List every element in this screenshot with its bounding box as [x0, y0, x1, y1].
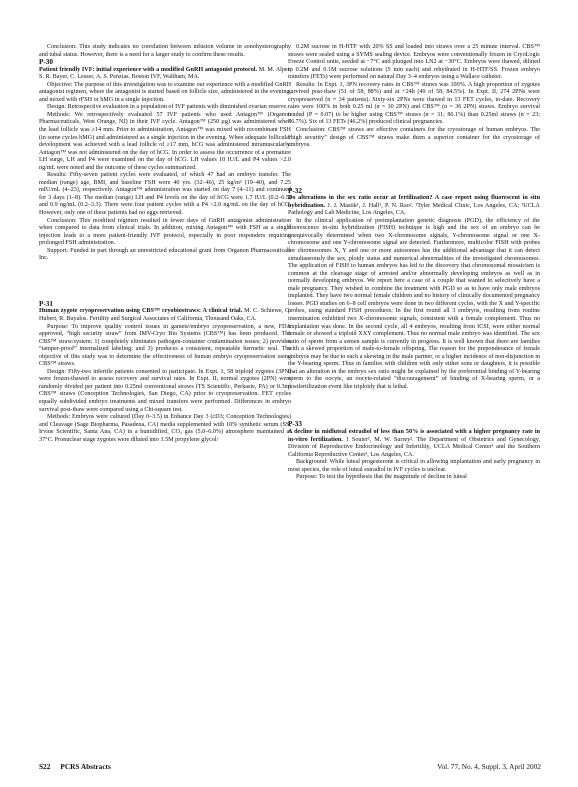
abstract-authors-p31: M. C. Schiewe, G. Hubert, R. Buyalos. Fertility and Surgical Associates of California, Thousand Oaks, CA. [39, 308, 291, 322]
section-gap [288, 150, 540, 188]
p30-design: Design: Retrospective evaluation in a population of IVF patients with diminished ovarian reserve. [47, 104, 288, 111]
section-name: PCRS Abstracts [60, 762, 111, 771]
right-column [288, 44, 540, 482]
abstract-authors-p30: M. M. Alper, S. R. Bayer, C. Lesser, A. S. Penzias. Boston IVF, Waltham, MA. [39, 66, 291, 81]
abstract-title-p31: Human zygote cryopreservation using CBS™ cryobiostraws: A clinical trial. [39, 308, 243, 315]
left-column [39, 44, 291, 444]
section-gap [288, 391, 540, 421]
p30-support: Support: Funded in part through an unrestricted educational grant from Organon Pharmaceuticals Inc. [39, 247, 291, 262]
abstract-title-p32: Do alterations in the sex ratio occur at fertilization? A case report using fluorescent in situ hybridization. [288, 195, 540, 209]
abstract-id-p32: P-32 [288, 186, 302, 195]
abstract-id-p31: P-31 [39, 299, 53, 308]
p31-methods: Methods: Embryos were cultured (Day 0–3.5) in Enhance Day 3 (cD3; Conception Technologies) and Cleavage (Sage Biopharma, Pasadena, CA) media supplemented with 10% synthetic serum (SS; Irvine Scientific, Santa Ana, CA) in a humidified, CO₂ gas (5.0–6.0%) atmosphere maintained at 37°C. Pronuclear stage zygotes were diluted into 1.5M propylene glycol/ [39, 414, 291, 443]
p30-objective: Objective: The purpose of this investigation was to examine our experience with a modified GnRH antagonist regimen, where the antagonist is started based on follicle size, administered in the evening, and mixed with rFSH or hMG in a single injection. [39, 81, 291, 103]
abstract-heading-p30 [39, 67, 291, 82]
p31-methods-continued: 0.2M sucrose in H-HTF with 20% SS and loaded into straws over a 25 minute interval. CBS™ straws were sealed using a SYMS sealing device. Embryos were conventionally frozen in CryoLogic Freeze Control units, seeded at −7°C and plunged into LN2 at −30°C. Embryos were thawed, diluted in 0.2M and 0.1M sucrose solutions (5 min each) and rehydrated in H-HTF/SS. Frozen embryo transfers (FETs) were performed on natural Day 3–4 embryos using a Wallace catheter. [288, 44, 540, 81]
p31-design: Design: Fifty-two infertile patients consented to participate. In Expt. 1, 58 triploid zygotes (3PN) were frozen-thawed to assess recovery and survival rates. In Expt. II, normal zygotes (2PN) were randomly divided per patient into 0.25ml conventional straws (TS Scientific, Perkasie, PA) or 0.3ml CBS™ straws (Conception Technologies, San Diego, CA) prior to cryopreservation. FET cycles equally subdivided embryo treatments and mixed transfers were performed. Differences in embryo survival post-thaw were compared using a Chi-square test. [39, 368, 291, 413]
journal-citation: Vol. 77, No. 4, Suppl. 3, April 2002 [437, 762, 541, 771]
page-number: S22 [39, 762, 51, 771]
p33-purpose: Purpose: To test the hypothesis that the magnitude of decline in luteal [296, 474, 467, 481]
p30-conclusion: Conclusion: This modified regimen resulted in fewer days of GnRH antagonist administration when compared to data from clinical trials. In addition, mixing Antagon™ with FSH as a single injection leads to a more patient-friendly IVF protocol, especially in poor responders requiring prolonged FSH administration. [39, 217, 291, 247]
abstract-heading-p33 [288, 429, 540, 459]
abstract-heading-p31 [39, 308, 291, 323]
abstract-heading-p32 [288, 195, 540, 218]
previous-abstract-conclusion: Conclusion: This study indicates no correlation between infusion volume in sonohysterography and tubal status. However, there is a need for a larger study to confirm these results. [39, 44, 291, 58]
abstract-title-p30: Patient friendly IVF: initial experience with a modified GnRH antagonist protocol. [39, 66, 258, 73]
abstract-id-p30: P-30 [39, 58, 53, 67]
p31-purpose: Purpose: To improve quality control issues in gamete/embryo cryopreservation, a new, FDA approved, “high security straw” from IMV-Cryo Bio Systems (CBS™) has been produced. The CBS™ straw/system: 1) completely eliminates pathogen-container contamination issues; 2) provides “tamper-proof” internalized labeling; and 3) produces a consistent, repeatable hermetic seal. The objective of this study was to determine the effectiveness of human embryo cryopreservation using CBS™ straws. [39, 323, 291, 368]
p32-body: In the clinical application of preimplantation genetic diagnosis (PGD), the efficiency of the fluorescence in-situ hybridization (FISH) technique is high and the sex of an embryo can be unequivocally determined when two X-chromosome signals, Y-chromosome signal or one X-chromosome and one Y-chromosome signal are detected. Furthermore, multicolor FISH with probes for chromosomes X, Y and one or more autosomes has the additional advantage that it can detect simultaneously the sex, ploidy status and numerical abnormalities of the investigated chromosomes. The application of FISH to human embryos has led to the discovery that chromosomal mosaicism is common at the cleavage stage of arrested and/or abnormally developing embryos as well as in normally developing embryos. We report here a case of a couple that wanted to selectively have a male pregnancy. They wished to combine the treatment with PGD so as to have only male embryos implanted. They have two normal female children and no history of clinically documented pregnancy losses. PGD studies on 6–8 cell embryos were done in two different cycles, with the X and Y-specific probes, using standard FISH procedures. In the first round all 3 embryos, resulting from routine insemination exhibited two X-chromosome signals, consistent with a female complement. Thus no implantation was done. In the second cycle, all 4 embryos, resulting from ICSI, were either normal female or showed a triploid XXY complement. Thus no normal male embryo was identified. The sex ratio of sperm from a semen sample is currently in progress. It is well known that there are families with a skewed proportion of male-to-female offspring. The reason for the preponderance of female embryos may be due to such a skewing in the male partner, or a higher incidence of non-disjunction in the Y-bearing sperm. Thus in families with children with only either sons or daughters, it is possible that an alteration in the embryo sex ratio might be explained by the preferential binding of Y-bearing sperm to the oocyte, an oocyte-related “discouragement” of binding of X-bearing sperm, or a postfertilization event like triploidy that is lethal. [288, 217, 540, 390]
p30-results: Results: Fifty-seven patient cycles were evaluated, of which 47 had an embryo transfer. The median (range) age, BMI, and baseline FSH were 40 yrs. (32–46), 25 kg/m² (19–40), and 7.25 mIU/mL (4–23), respectively. Antagon™ administration was started on day 7 (4–11) and continued for 3 days (1–8). The median (range) LH and P4 levels on the day of hCG were 1.7 IU/L (0.2–6.5) and 0.9 ng/mL (0.2–3.3). There were four patient cycles with a P4 >2.0 ng/mL on the day of hCG. However, only one of these patients had no eggs retrieved. [39, 172, 291, 217]
p30-methods: Methods: We retrospectively evaluated 57 IVF patients who used Antagon™ (Organon Pharmaceuticals, West Orange, NJ) in their IVF cycle. Antagon™ (250 µg) was administered when the lead follicle was ≥14 mm. Prior to administration, Antagon™ was mixed with recombinant FSH (in some cycles hMG) and administered as a single injection in the evening. When adequate follicular development was achieved with a lead follicle of ≥17 mm, hCG was administered intramuscularly. Antagon™ was not administered on the day of hCG. In order to assess the occurrence of a premature LH surge, LH and P4 were examined on the day of hCG. LH values 10 IU/L and P4 values >2.0 ng/mL were noted and the outcome of these cycles summarized. [39, 111, 291, 171]
abstract-id-p33: P-33 [288, 420, 302, 429]
footer-left [39, 762, 111, 771]
abstract-authors-p32: J. J. Mastik¹, J. Hall¹, P. N. Rao². ¹Tyler Medical Clinic, Los Angeles, CA; ²UCLA Pathology and Lab Medicine, Los Angeles, CA. [288, 202, 540, 217]
p33-background: Background: While luteal progesterone is critical in allowing implantation and early pregnancy in most species, the role of luteal estradiol in IVF cycles is unclear. [288, 459, 540, 473]
p31-conclusion: Conclusion: CBS™ straws are effective containers for the cryostorage of human embryos. The “high security” design of CBS™ straws make them a superior container for the cryostorage of embryos. [288, 127, 540, 149]
section-gap [39, 263, 291, 301]
abstract-authors-p33: 1 Souter¹, M. W. Surrey². The Department of Obstetrics and Gynecology, Division of Reproductive Endocrinology and Infertility, UCLA Medical Center¹ and the Southern California Reproductive Center², Los Angeles, CA. [288, 436, 541, 458]
p31-results: Results: In Expt. 1, 3PN recovery rates in CBS™ straws was 100%. A high proportion of zygotes survived post-thaw (51 of 58, 88%) and at +24h (49 of 58, 84.5%). In Expt. II, 274 2PNs were cryopreserved (n = 34 patients). Sixty-six 2PNs were thawed in 13 FET cycles, to-date. Recovery rates were 100% in both 0.25 ml (n = 30 2PN) and CBS™ (n = 36 2PN) straws. Embryo survival tended (P = 0.07) to be higher using CBS™ straws (n = 31; 86.1%) than 0.25ml straws (n = 23; 76.7%). Six of 13 FETs (46.2%) produced clinical pregnancies. [288, 81, 540, 126]
abstract-title-p33: A decline in midluteal estradiol of less than 50% is associated with a higher pregnancy rate in in-vitro fertilization. [288, 428, 540, 443]
